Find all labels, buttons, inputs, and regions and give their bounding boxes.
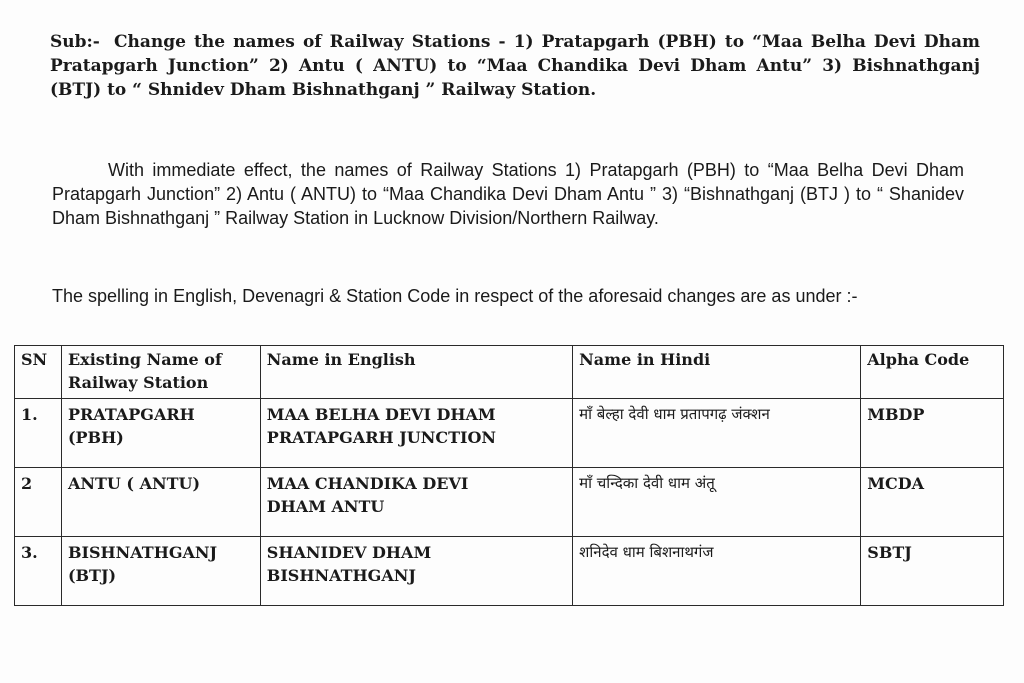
row-existing-name <box>61 468 260 537</box>
existing-name-line: ANTU ( ANTU) <box>67 474 201 493</box>
table-row <box>15 468 1004 537</box>
existing-code-line: (PBH) <box>67 428 124 447</box>
subject-text: Change the names of Railway Stations - 1) Pratapgarh (PBH) to “Maa Belha Devi Dham Pratapgarh Junction” 2) Antu ( ANTU) to “Maa Chandika Devi Dham Antu” 3) Bishnathganj (BTJ) to “ Shnidev Dham Bishnathganj ” Railway Station. <box>50 32 981 100</box>
row-sn: 2 <box>15 468 62 537</box>
row-alpha-code: MCDA <box>861 468 1004 537</box>
header-alpha-code: Alpha Code <box>861 346 1004 399</box>
english-name-line: MAA BELHA DEVI DHAM <box>266 405 496 424</box>
header-sn: SN <box>15 346 62 399</box>
english-name-line: DHAM ANTU <box>266 497 385 516</box>
english-name-line: SHANIDEV DHAM <box>266 543 432 562</box>
spelling-paragraph: The spelling in English, Devenagri & Station Code in respect of the aforesaid changes are as under :- <box>52 286 858 306</box>
row-existing-name <box>61 399 260 468</box>
row-hindi-name: माँ चन्दिका देवी धाम अंतू <box>573 468 861 537</box>
english-name-line: BISHNATHGANJ <box>266 566 416 585</box>
row-existing-name <box>61 537 260 606</box>
english-name-line: PRATAPGARH JUNCTION <box>266 428 497 447</box>
header-existing-name: Existing Name of Railway Station <box>61 346 260 399</box>
subject-label: Sub:- <box>50 32 100 52</box>
station-names-table <box>14 345 1004 606</box>
notice-paragraph: With immediate effect, the names of Railway Stations 1) Pratapgarh (PBH) to “Maa Belha Devi Dham Pratapgarh Junction” 2) Antu ( ANTU) to “Maa Chandika Devi Dham Antu ” 3) “Bishnathganj (BTJ ) to “ Shanidev Dham Bishnathganj ” Railway Station in Lucknow Division/Northern Railway. <box>52 160 964 228</box>
subject-line <box>50 30 980 102</box>
row-sn: 3. <box>15 537 62 606</box>
english-name-line: MAA CHANDIKA DEVI <box>266 474 469 493</box>
table-row <box>15 537 1004 606</box>
existing-name-line: BISHNATHGANJ <box>67 543 218 562</box>
row-hindi-name: माँ बेल्हा देवी धाम प्रतापगढ़ जंक्शन <box>573 399 861 468</box>
row-english-name <box>260 468 572 537</box>
existing-code-line: (BTJ) <box>67 566 117 585</box>
existing-name-line: PRATAPGARH <box>67 405 195 424</box>
header-name-english: Name in English <box>260 346 572 399</box>
row-sn: 1. <box>15 399 62 468</box>
row-alpha-code: MBDP <box>861 399 1004 468</box>
row-english-name <box>260 537 572 606</box>
table-row <box>15 399 1004 468</box>
row-alpha-code: SBTJ <box>861 537 1004 606</box>
header-name-hindi: Name in Hindi <box>573 346 861 399</box>
row-english-name <box>260 399 572 468</box>
row-hindi-name: शनिदेव धाम बिशनाथगंज <box>573 537 861 606</box>
table-header-row <box>15 346 1004 399</box>
